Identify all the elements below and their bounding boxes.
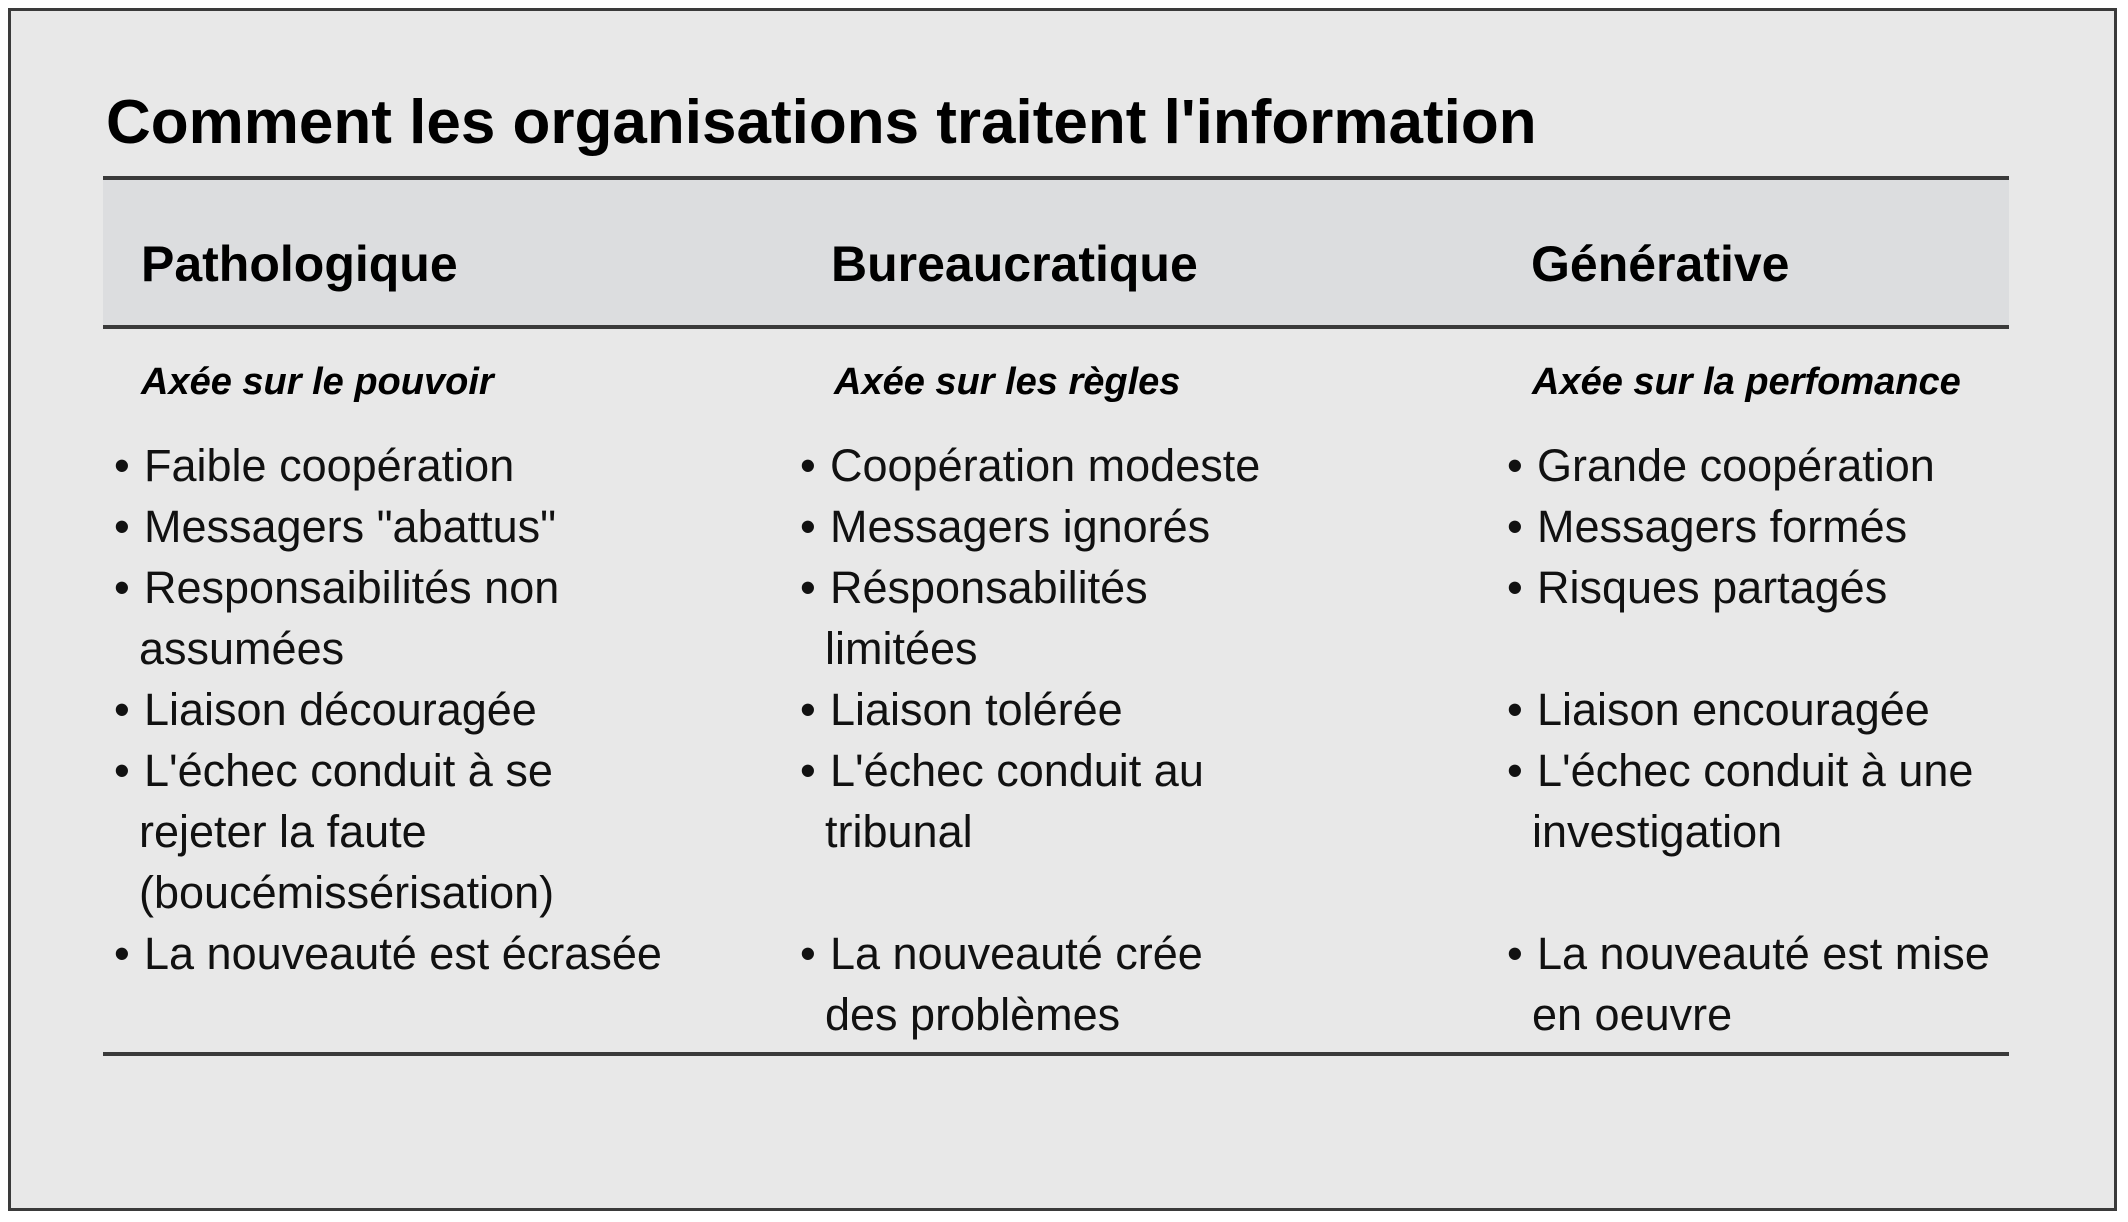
list-item-text: Coopération modeste [830,440,1261,491]
list-item-text: Risques partagés [1537,562,1888,613]
column-list-generative [1507,435,1990,1045]
bullet-icon: • [800,501,816,552]
bullet-icon: • [114,928,130,979]
list-item [800,740,1260,923]
list-item-text: Liaison découragée [144,684,537,735]
bullet-icon: • [800,440,816,491]
list-item [800,557,1260,679]
page-title: Comment les organisations traitent l'information [106,88,1537,157]
list-item-line [1507,679,1990,740]
list-item [1507,435,1990,496]
list-item [800,923,1260,1045]
list-item-text: Responsaibilités non [144,562,560,613]
column-list-bureaucratique [800,435,1260,1045]
list-item-line [800,435,1260,496]
bullet-icon: • [114,501,130,552]
list-item-continuation [1507,862,1990,923]
list-item-continuation [114,618,662,679]
list-item [114,435,662,496]
list-item-text: tribunal [825,806,973,857]
list-item [1507,679,1990,740]
list-item-text: La nouveauté crée [830,928,1203,979]
list-item [114,557,662,679]
list-item-text: L'échec conduit à une [1537,745,1974,796]
list-item-text: limitées [825,623,978,674]
list-item-text: Liaison tolérée [830,684,1123,735]
list-item-text: Messagers "abattus" [144,501,557,552]
list-item-line [1507,557,1990,618]
list-item-continuation [800,862,1260,923]
list-item-line [114,923,662,984]
list-item-continuation [114,862,662,923]
bullet-icon: • [800,562,816,613]
list-item-line [800,740,1260,801]
list-item-continuation [1507,984,1990,1045]
bullet-icon: • [800,745,816,796]
table-header-rule [103,325,2009,329]
list-item-line [1507,740,1990,801]
list-item-line [800,557,1260,618]
list-item [1507,496,1990,557]
bullet-icon: • [1507,501,1523,552]
list-item-text: La nouveauté est écrasée [144,928,662,979]
bullet-icon: • [114,440,130,491]
list-item-text: investigation [1532,806,1783,857]
list-item-text: (boucémissérisation) [139,867,555,918]
bullet-icon: • [1507,684,1523,735]
bullet-icon: • [1507,562,1523,613]
list-item [114,496,662,557]
column-heading-bureaucratique: Bureaucratique [831,236,1198,292]
bullet-icon: • [1507,440,1523,491]
list-item-text: Messagers formés [1537,501,1908,552]
list-item-text: rejeter la faute [139,806,427,857]
list-item-line [114,740,662,801]
list-item-text: Grande coopération [1537,440,1935,491]
table-bottom-rule [103,1052,2009,1056]
list-item [1507,740,1990,923]
list-item [800,435,1260,496]
list-item-text: L'échec conduit au [830,745,1204,796]
bullet-icon: • [1507,928,1523,979]
list-item-continuation [800,801,1260,862]
list-item-text: Messagers ignorés [830,501,1211,552]
column-heading-generative: Générative [1531,236,1790,292]
list-item-text: La nouveauté est mise [1537,928,1990,979]
bullet-icon: • [114,562,130,613]
list-item [114,923,662,984]
list-item-text: des problèmes [825,989,1121,1040]
list-item-continuation [1507,801,1990,862]
list-item-text: Faible coopération [144,440,515,491]
list-item [114,679,662,740]
list-item-continuation [800,984,1260,1045]
bullet-icon: • [114,745,130,796]
bullet-icon: • [800,928,816,979]
list-item-text: assumées [139,623,345,674]
list-item-line [1507,435,1990,496]
list-item-text: en oeuvre [1532,989,1733,1040]
list-item-text: L'échec conduit à se [144,745,553,796]
list-item-line [800,923,1260,984]
list-item-line [114,557,662,618]
bullet-icon: • [800,684,816,735]
list-item-text: Liaison encouragée [1537,684,1930,735]
list-item-line [114,435,662,496]
list-item [800,679,1260,740]
list-item [114,740,662,923]
column-subtitle-bureaucratique: Axée sur les règles [834,361,1181,403]
list-item-line [1507,496,1990,557]
column-list-pathologique [114,435,662,984]
list-item-continuation [114,801,662,862]
list-item-continuation [800,618,1260,679]
list-item [1507,923,1990,1045]
list-item-line [114,496,662,557]
column-heading-pathologique: Pathologique [141,236,458,292]
bullet-icon: • [114,684,130,735]
list-item-continuation [1507,618,1990,679]
column-subtitle-pathologique: Axée sur le pouvoir [141,361,494,403]
column-subtitle-generative: Axée sur la perfomance [1532,361,1961,403]
list-item [800,496,1260,557]
list-item-line [1507,923,1990,984]
list-item-line [800,496,1260,557]
list-item [1507,557,1990,679]
list-item-line [800,679,1260,740]
list-item-line [114,679,662,740]
list-item-text: Résponsabilités [830,562,1148,613]
bullet-icon: • [1507,745,1523,796]
